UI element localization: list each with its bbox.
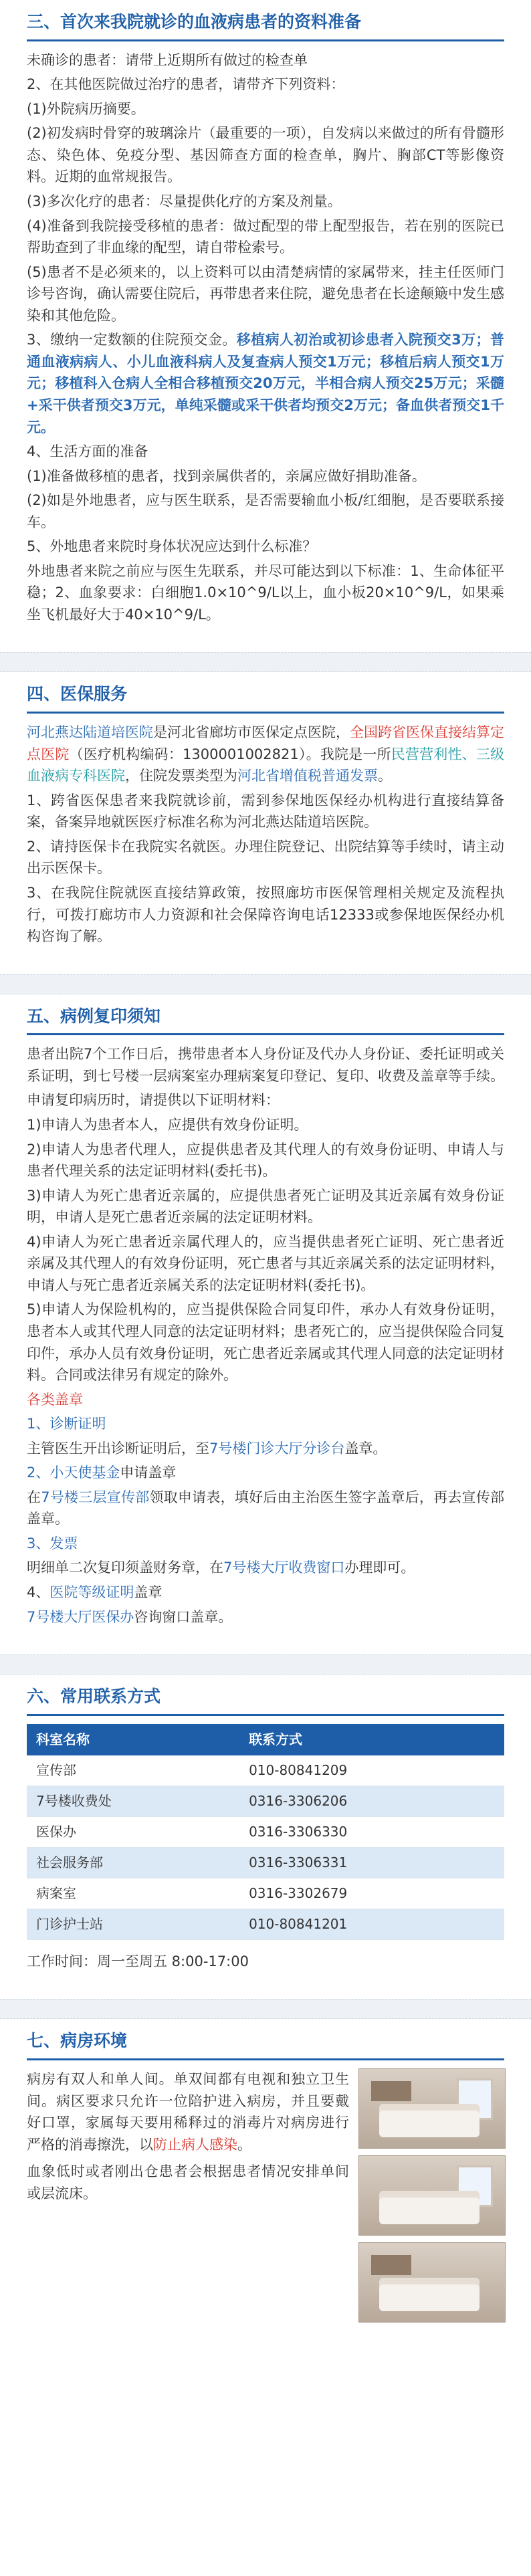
paragraph: (1)外院病历摘要。 (27, 100, 145, 117)
department-cell: 社会服务部 (27, 1847, 239, 1878)
text: 病房有双人和单人间。单双间都有电视和独立卫生间。病区要求只允许一位陪护进入病房，并且要戴好口罩，家属每天要用稀释过的消毒片对病房进行严格的消毒擦洗，以 (27, 2071, 349, 2153)
department-cell: 医保办 (27, 1816, 239, 1847)
deposit-lead: 3、缴纳一定数额的住院预交金。 (27, 332, 237, 348)
paragraph: 申请复印病历时，请提供以下证明材料： (27, 1092, 280, 1109)
section-contacts (27, 1675, 504, 1972)
text: ，住院发票类型为 (125, 768, 237, 784)
ward-photo (358, 2068, 506, 2149)
text: （医疗机构编码：1300001002821）。我院是一所 (69, 746, 391, 762)
phone-cell: 010-80841209 (239, 1755, 504, 1786)
text: 申请盖章 (120, 1465, 177, 1481)
paragraph: (2)初发病时骨穿的玻璃涂片（最重要的一项），自发病以来做过的所有骨髓形态、染色体、免疫分型、基因筛查方面的检查单，胸片、胸部CT等影像资料。近期的血常规报告。 (27, 125, 504, 185)
text: 。 (378, 768, 392, 784)
table-row (27, 1816, 504, 1847)
stamp-item-title (27, 1462, 504, 1484)
text: 医院等级证明 (49, 1584, 134, 1600)
paragraph: 4)申请人为死亡患者近亲属代理人的，应当提供患者死亡证明、死亡患者近亲属及其代理人的有效身份证明，死亡患者与其近亲属关系的法定证明材料，申请人与死亡患者近亲属关系的法定证明材料(委托书)。 (27, 1233, 504, 1293)
insurance-intro (27, 722, 504, 787)
section-insurance (27, 672, 504, 947)
ward-photo (358, 2155, 506, 2236)
text: 盖章 (134, 1584, 163, 1600)
text: 主管医生开出诊断证明后，至 (27, 1440, 209, 1457)
phone-cell: 0316-3306206 (239, 1786, 504, 1816)
paragraph: (5)患者不是必须来的，以上资料可以由清楚病情的家属带来，挂主任医师门诊号咨询，确认需要住院后，再带患者来住院，避免患者在长途颠簸中发生感染和其他危险。 (27, 263, 504, 324)
stamp-item-title: 3、发票 (27, 1535, 78, 1551)
working-hours: 工作时间：周一至周五 8:00-17:00 (27, 1953, 249, 1969)
location: 7号楼大厅收费窗口 (223, 1560, 345, 1576)
text: 盖章。 (344, 1440, 387, 1457)
department-cell: 宣传部 (27, 1755, 239, 1786)
table-row (27, 1786, 504, 1816)
department-cell: 门诊护士站 (27, 1909, 239, 1939)
paragraph: 2、请持医保卡在我院实名就医。办理住院登记、出院结算等手续时，请主动出示医保卡。 (27, 838, 504, 877)
section-divider (0, 1999, 531, 2019)
column-header: 科室名称 (27, 1724, 239, 1755)
invoice-type: 河北省增值税普通发票 (237, 768, 378, 784)
text: 领取申请表，填好后由主治医生签字盖章后，再去宣传部盖章。 (27, 1489, 504, 1527)
department-cell: 病案室 (27, 1878, 239, 1909)
section-title: 三、首次来我院就诊的血液病患者的资料准备 (27, 0, 504, 41)
paragraph: 外地患者来院之前应与医生先联系，并尽可能达到以下标准：1、生命体征平稳；2、血象要求：白细胞1.0×10^9/L以上，血小板20×10^9/L，如果乘坐飞机最好大于40×10^9/L。 (27, 562, 504, 623)
ward-content (27, 2068, 504, 2323)
section-title: 四、医保服务 (27, 672, 504, 714)
section-divider (0, 652, 531, 672)
section-title: 五、病例复印须知 (27, 994, 504, 1036)
paragraph: 1)申请人为患者本人，应提供有效身份证明。 (27, 1117, 308, 1134)
deposit-amounts: 移植病人初治或初诊患者入院预交3万；普通血液病病人、小儿血液科病人及复查病人预交1万元；移植后病人预交1万元；移植科入仓病人全相合移植预交20万元，半相合病人预交25万元；采髓+采干供者预交3万元，单纯采髓或采干供者均预交2万元；备血供者预交1千元。 (27, 332, 504, 435)
text: 咨询窗口盖章。 (134, 1608, 233, 1625)
contacts-table (27, 1724, 504, 1940)
location: 7号楼三层宣传部 (41, 1489, 150, 1505)
paragraph: (4)准备到我院接受移植的患者：做过配型的带上配型报告，若在别的医院已帮助查到了非血缘的配型，请自带检索号。 (27, 217, 504, 256)
ward-paragraph (27, 2068, 349, 2155)
section-record-copy (27, 994, 504, 1628)
paragraph: 患者出院7个工作日后，携带患者本人身份证及代办人身份证、委托证明或关系证明，到七号楼一层病案室办理病案复印登记、复印、收费及盖章等手续。 (27, 1046, 504, 1084)
stamp-item-title (27, 1582, 504, 1604)
paragraph: 2、在其他医院做过治疗的患者，请带齐下列资料： (27, 76, 345, 93)
phone-cell: 0316-3302679 (239, 1878, 504, 1909)
department-cell: 7号楼收费处 (27, 1786, 239, 1816)
paragraph: 3、在我院住院就医直接结算政策，按照廊坊市医保管理相关规定及流程执行，可拨打廊坊市人力资源和社会保障咨询电话12333或参保地医保经办机构咨询了解。 (27, 885, 504, 945)
paragraph: 2)申请人为患者代理人，应提供患者及其代理人的有效身份证明、申请人与患者代理关系的法定证明材料(委托书)。 (27, 1141, 504, 1180)
stamps-heading: 各类盖章 (27, 1391, 83, 1408)
paragraph: (3)多次化疗的患者：尽量提供化疗的方案及剂量。 (27, 193, 342, 210)
paragraph: 5、外地患者来院时身体状况应达到什么标准？ (27, 538, 317, 555)
table-row (27, 1755, 504, 1786)
phone-cell: 0316-3306331 (239, 1847, 504, 1878)
table-row (27, 1847, 504, 1878)
ward-photos (358, 2068, 504, 2323)
section-title: 六、常用联系方式 (27, 1675, 504, 1716)
ward-paragraph: 血象低时或者刚出仓患者会根据患者情况安排单间或层流床。 (27, 2163, 349, 2202)
phone-cell: 010-80841201 (239, 1909, 504, 1939)
infection-prevention: 防止病人感染 (153, 2136, 237, 2153)
section-divider (0, 1654, 531, 1675)
phone-cell: 0316-3306330 (239, 1816, 504, 1847)
paragraph: 未确诊的患者：请带上近期所有做过的检查单 (27, 51, 308, 68)
paragraph: 5)申请人为保险机构的，应当提供保险合同复印件，承办人有效身份证明，患者本人或其代理人同意的法定证明材料；患者死亡的，应当提供保险合同复印件，承办人员有效身份证明，死亡患者近亲属或其代理人同意的法定证明材料。合同或法律另有规定的除外。 (27, 1301, 504, 1384)
text: 。 (237, 2136, 251, 2153)
column-header: 联系方式 (239, 1724, 504, 1755)
paragraph: (1)准备做移植的患者，找到亲属供者的，亲属应做好捐助准备。 (27, 467, 426, 484)
table-row (27, 1909, 504, 1939)
stamp-item-desc (27, 1438, 504, 1460)
paragraph: (2)如是外地患者，应与医生联系，是否需要输血小板/红细胞，是否要联系接车。 (27, 492, 504, 530)
location: 7号楼门诊大厅分诊台 (209, 1440, 345, 1457)
table-header-row (27, 1724, 504, 1755)
text: 2、小天使基金 (27, 1465, 120, 1481)
location: 7号楼大厅医保办 (27, 1608, 134, 1625)
stamp-item-desc (27, 1487, 504, 1530)
stamp-item-title: 1、诊断证明 (27, 1416, 106, 1432)
cross-province-label: 全国跨省医保直接结算定点医院 (27, 724, 504, 762)
text: 4、 (27, 1584, 50, 1600)
text: 在 (27, 1489, 41, 1505)
text: 明细单二次复印须盖财务章，在 (27, 1560, 223, 1576)
paragraph: 1、跨省医保患者来我院就诊前，需到参保地医保经办机构进行直接结算备案，备案异地就医医疗标准名称为河北燕达陆道培医院。 (27, 792, 504, 831)
hospital-name: 河北燕达陆道培医院 (27, 724, 153, 741)
hospital-type: 民营营利性、三级血液病专科医院 (27, 746, 505, 784)
paragraph: 3)申请人为死亡患者近亲属的，应提供患者死亡证明及其近亲属有效身份证明，申请人是死亡患者近亲属的法定证明材料。 (27, 1187, 504, 1226)
deposit-paragraph (27, 329, 504, 438)
ward-text (27, 2068, 349, 2323)
text: 是河北省廊坊市医保定点医院， (153, 724, 350, 741)
stamp-item-desc (27, 1557, 504, 1579)
stamp-item-desc (27, 1606, 504, 1628)
paragraph: 4、生活方面的准备 (27, 443, 148, 460)
section-divider (0, 974, 531, 994)
section-ward-environment (27, 2019, 504, 2323)
ward-photo (358, 2242, 506, 2323)
section-title: 七、病房环境 (27, 2019, 504, 2060)
text: 办理即可。 (344, 1560, 415, 1576)
section-materials-prep (27, 0, 504, 625)
table-row (27, 1878, 504, 1909)
